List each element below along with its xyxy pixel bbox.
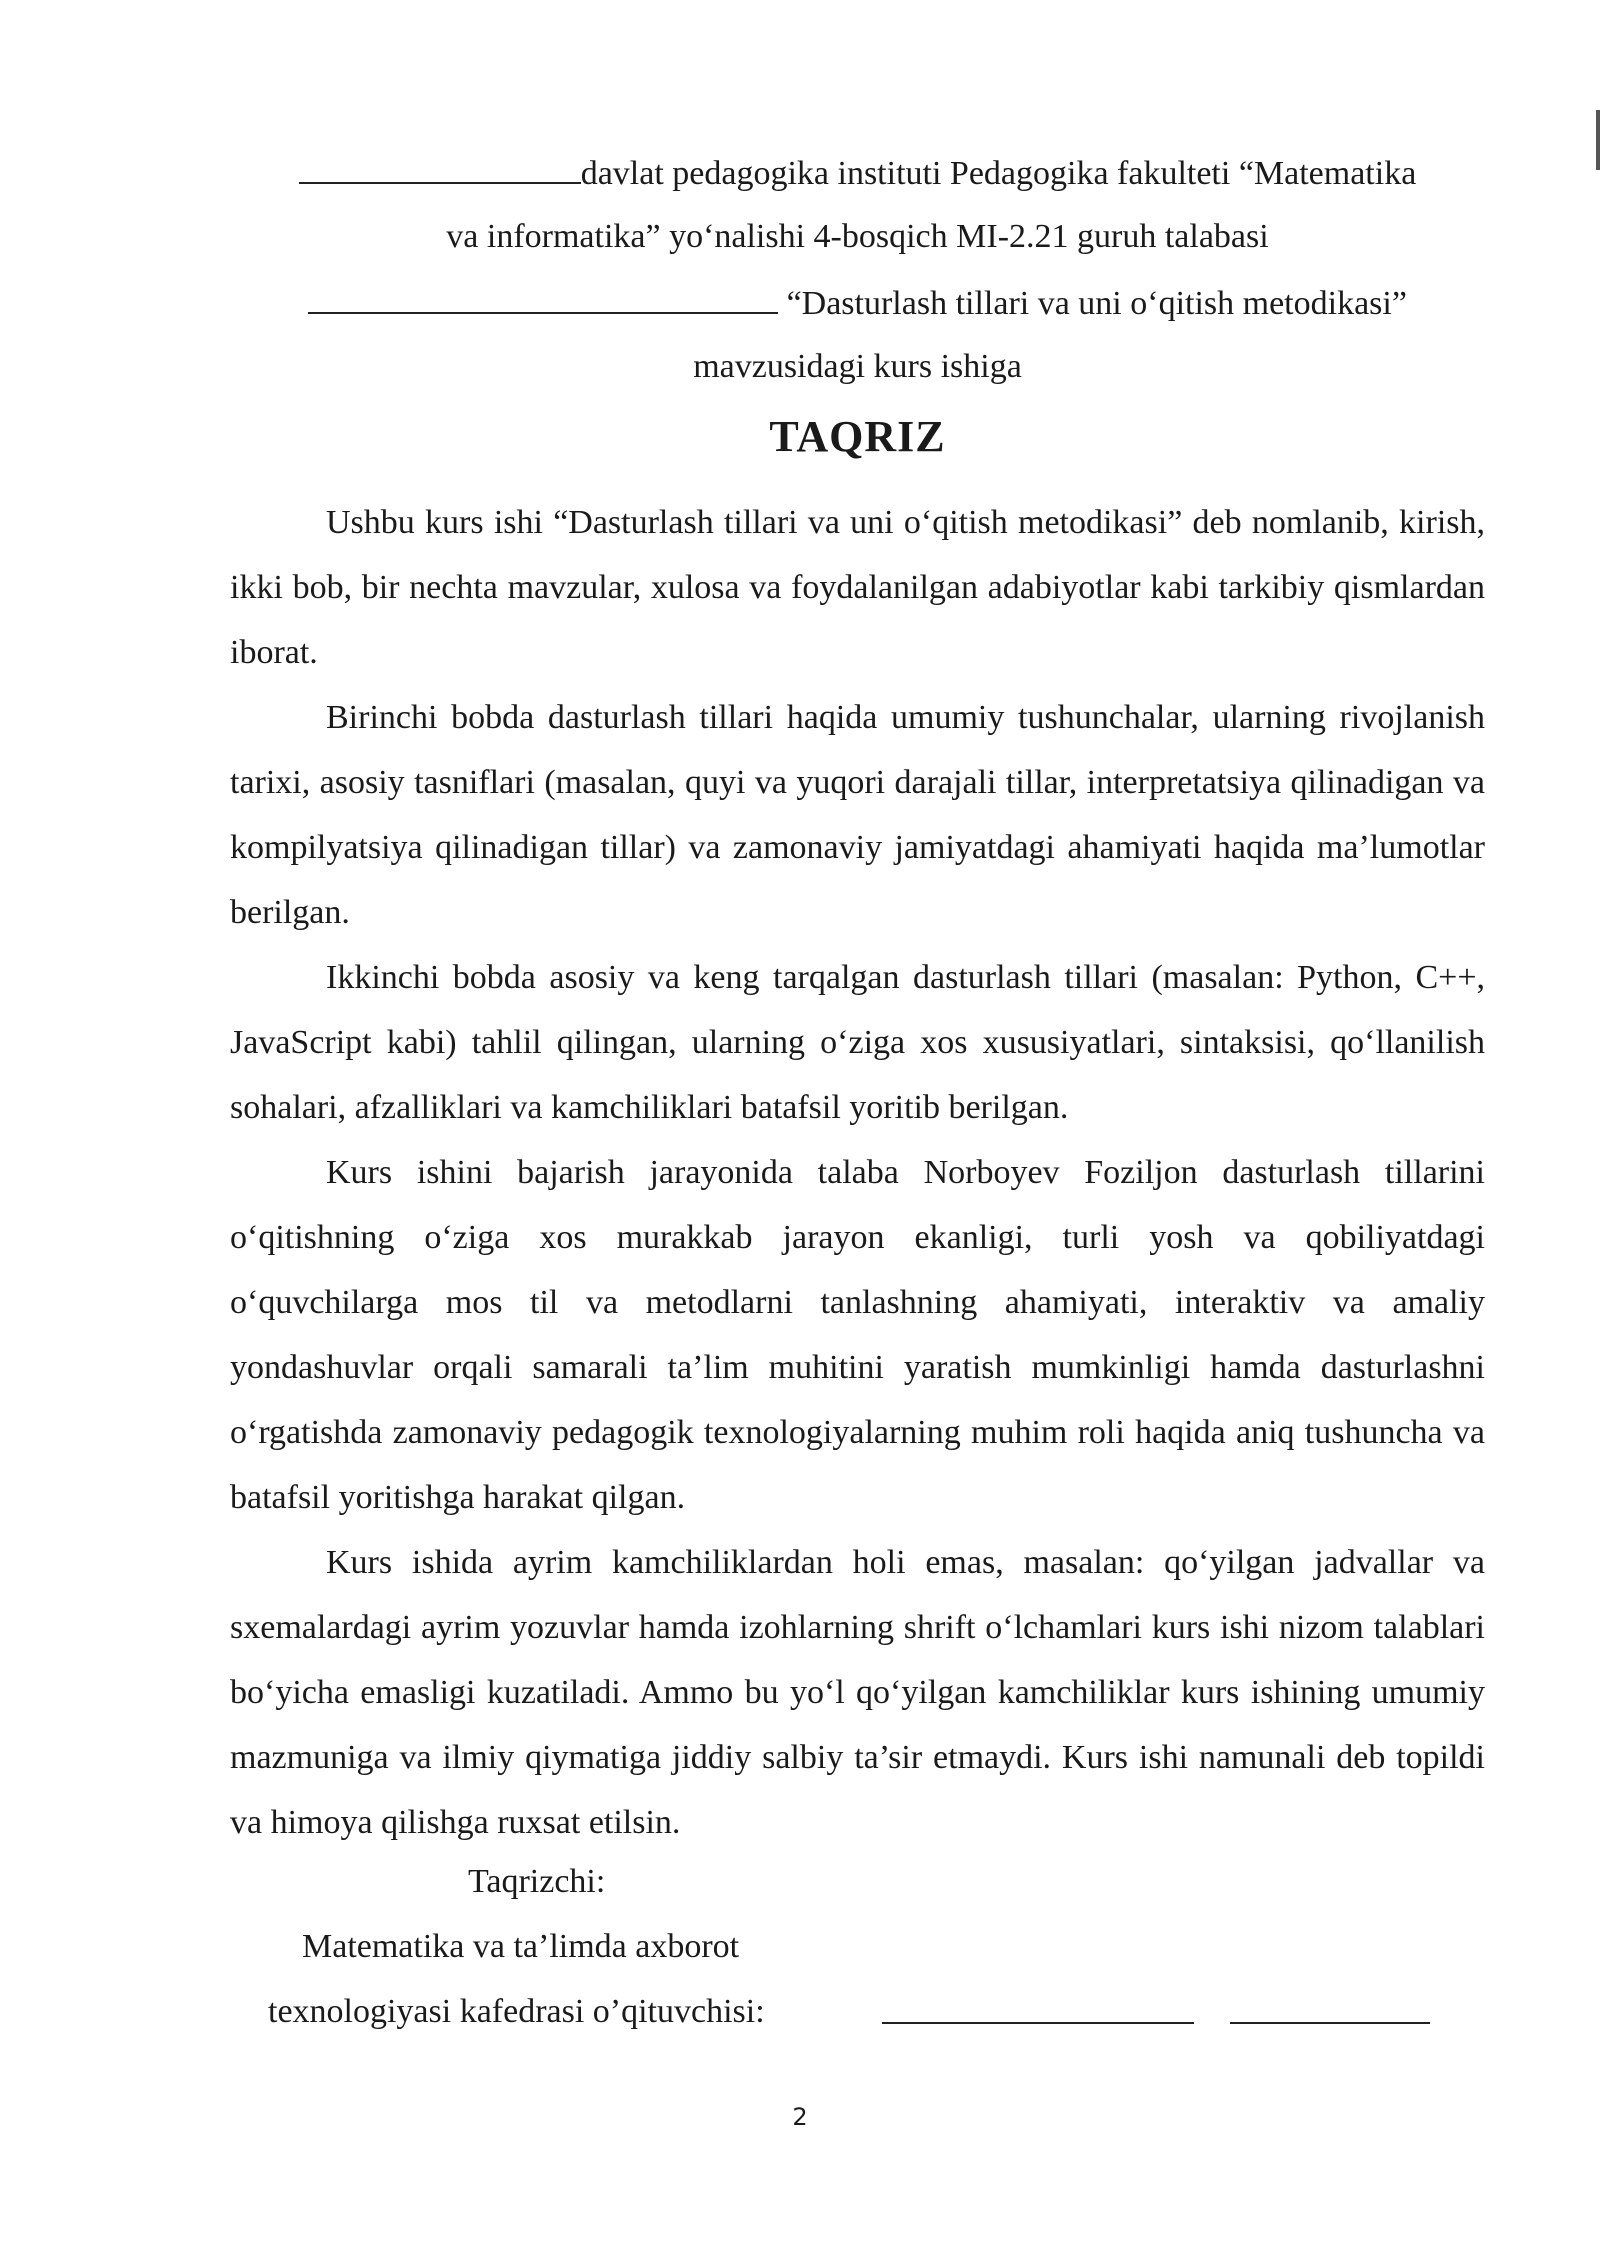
header-line-3-text: “Dasturlash tillari va uni o‘qitish metodikasi” [778,285,1407,322]
review-body [230,490,1485,1855]
paragraph-student-work: Kurs ishini bajarish jarayonida talaba Norboyev Foziljon dasturlash tillarini o‘qitishning o‘ziga xos murakkab jarayon ekanligi, turli yosh va qobiliyatdagi o‘quvchilarga mos til va metodlarni tanlashning ahamiyati, interaktiv va amaliy yondashuvlar orqali samarali ta’lim muhitini yaratish mumkinligi hamda dasturlashni o‘rgatishda zamonaviy pedagogik texnologiyalarning muhim roli haqida aniq tushuncha va batafsil yoritishga harakat qilgan. [230,1154,1485,1516]
name-blank [1230,2022,1430,2024]
department-line-1: Matematika va ta’limda axborot [302,1928,740,1965]
header-line-1-text: davlat pedagogika instituti Pedagogika fakulteti “Matematika [580,155,1417,192]
page-edge-mark [1596,110,1600,170]
paragraph-shortcomings: Kurs ishida ayrim kamchiliklardan holi emas, masalan: qo‘yilgan jadvallar va sxemalardagi ayrim yozuvlar hamda izohlarning shrift o‘lchamlari kurs ishi nizom talablari bo‘yicha emasligi kuzatiladi. Ammo bu yo‘l qo‘yilgan kamchiliklar kurs ishining umumiy mazmuniga va ilmiy qiymatiga jiddiy salbiy ta’sir etmaydi. Kurs ishi namunali deb topildi va himoya qilishga ruxsat etilsin. [230,1544,1485,1841]
paragraph-chapter-one: Birinchi bobda dasturlash tillari haqida umumiy tushunchalar, ularning rivojlanish tarixi, asosiy tasniflari (masalan, quyi va yuqori darajali tillar, interpretatsiya qilinadigan va kompilyatsiya qilinadigan tillar) va zamonaviy jamiyatdagi ahamiyati haqida ma’lumotlar berilgan. [230,699,1485,931]
reviewer-label: Taqrizchi: [468,1863,606,1900]
department-line-2: texnologiyasi kafedrasi o’qituvchisi: [268,1993,765,2030]
signature-blank [882,2022,1194,2024]
header-line-4 [230,347,1485,387]
header-line-2 [230,217,1485,257]
document-title: TAQRIZ [769,412,946,461]
paragraph-chapter-two: Ikkinchi bobda asosiy va keng tarqalgan dasturlash tillari (masalan: Python, C++, JavaScript kabi) tahlil qilingan, ularning o‘ziga xos xususiyatlari, sintaksisi, qo‘llanilish sohalari, afzalliklari va kamchiliklari batafsil yoritib berilgan. [230,959,1485,1126]
header-line-4-text: mavzusidagi kurs ishiga [693,348,1022,385]
header-line-2-text: va informatika” yo‘nalishi 4-bosqich MI-2.21 guruh talabasi [446,218,1269,255]
header-line-3 [230,282,1485,324]
paragraph-intro: Ushbu kurs ishi “Dasturlash tillari va uni o‘qitish metodikasi” deb nomlanib, kirish, ikki bob, bir nechta mavzular, xulosa va foydalanilgan adabiyotlar kabi tarkibiy qismlardan iborat. [230,504,1485,671]
student-name-blank [308,282,778,314]
institute-name-blank [299,152,581,184]
page-number: 2 [792,2103,808,2131]
header-line-1 [230,152,1485,194]
